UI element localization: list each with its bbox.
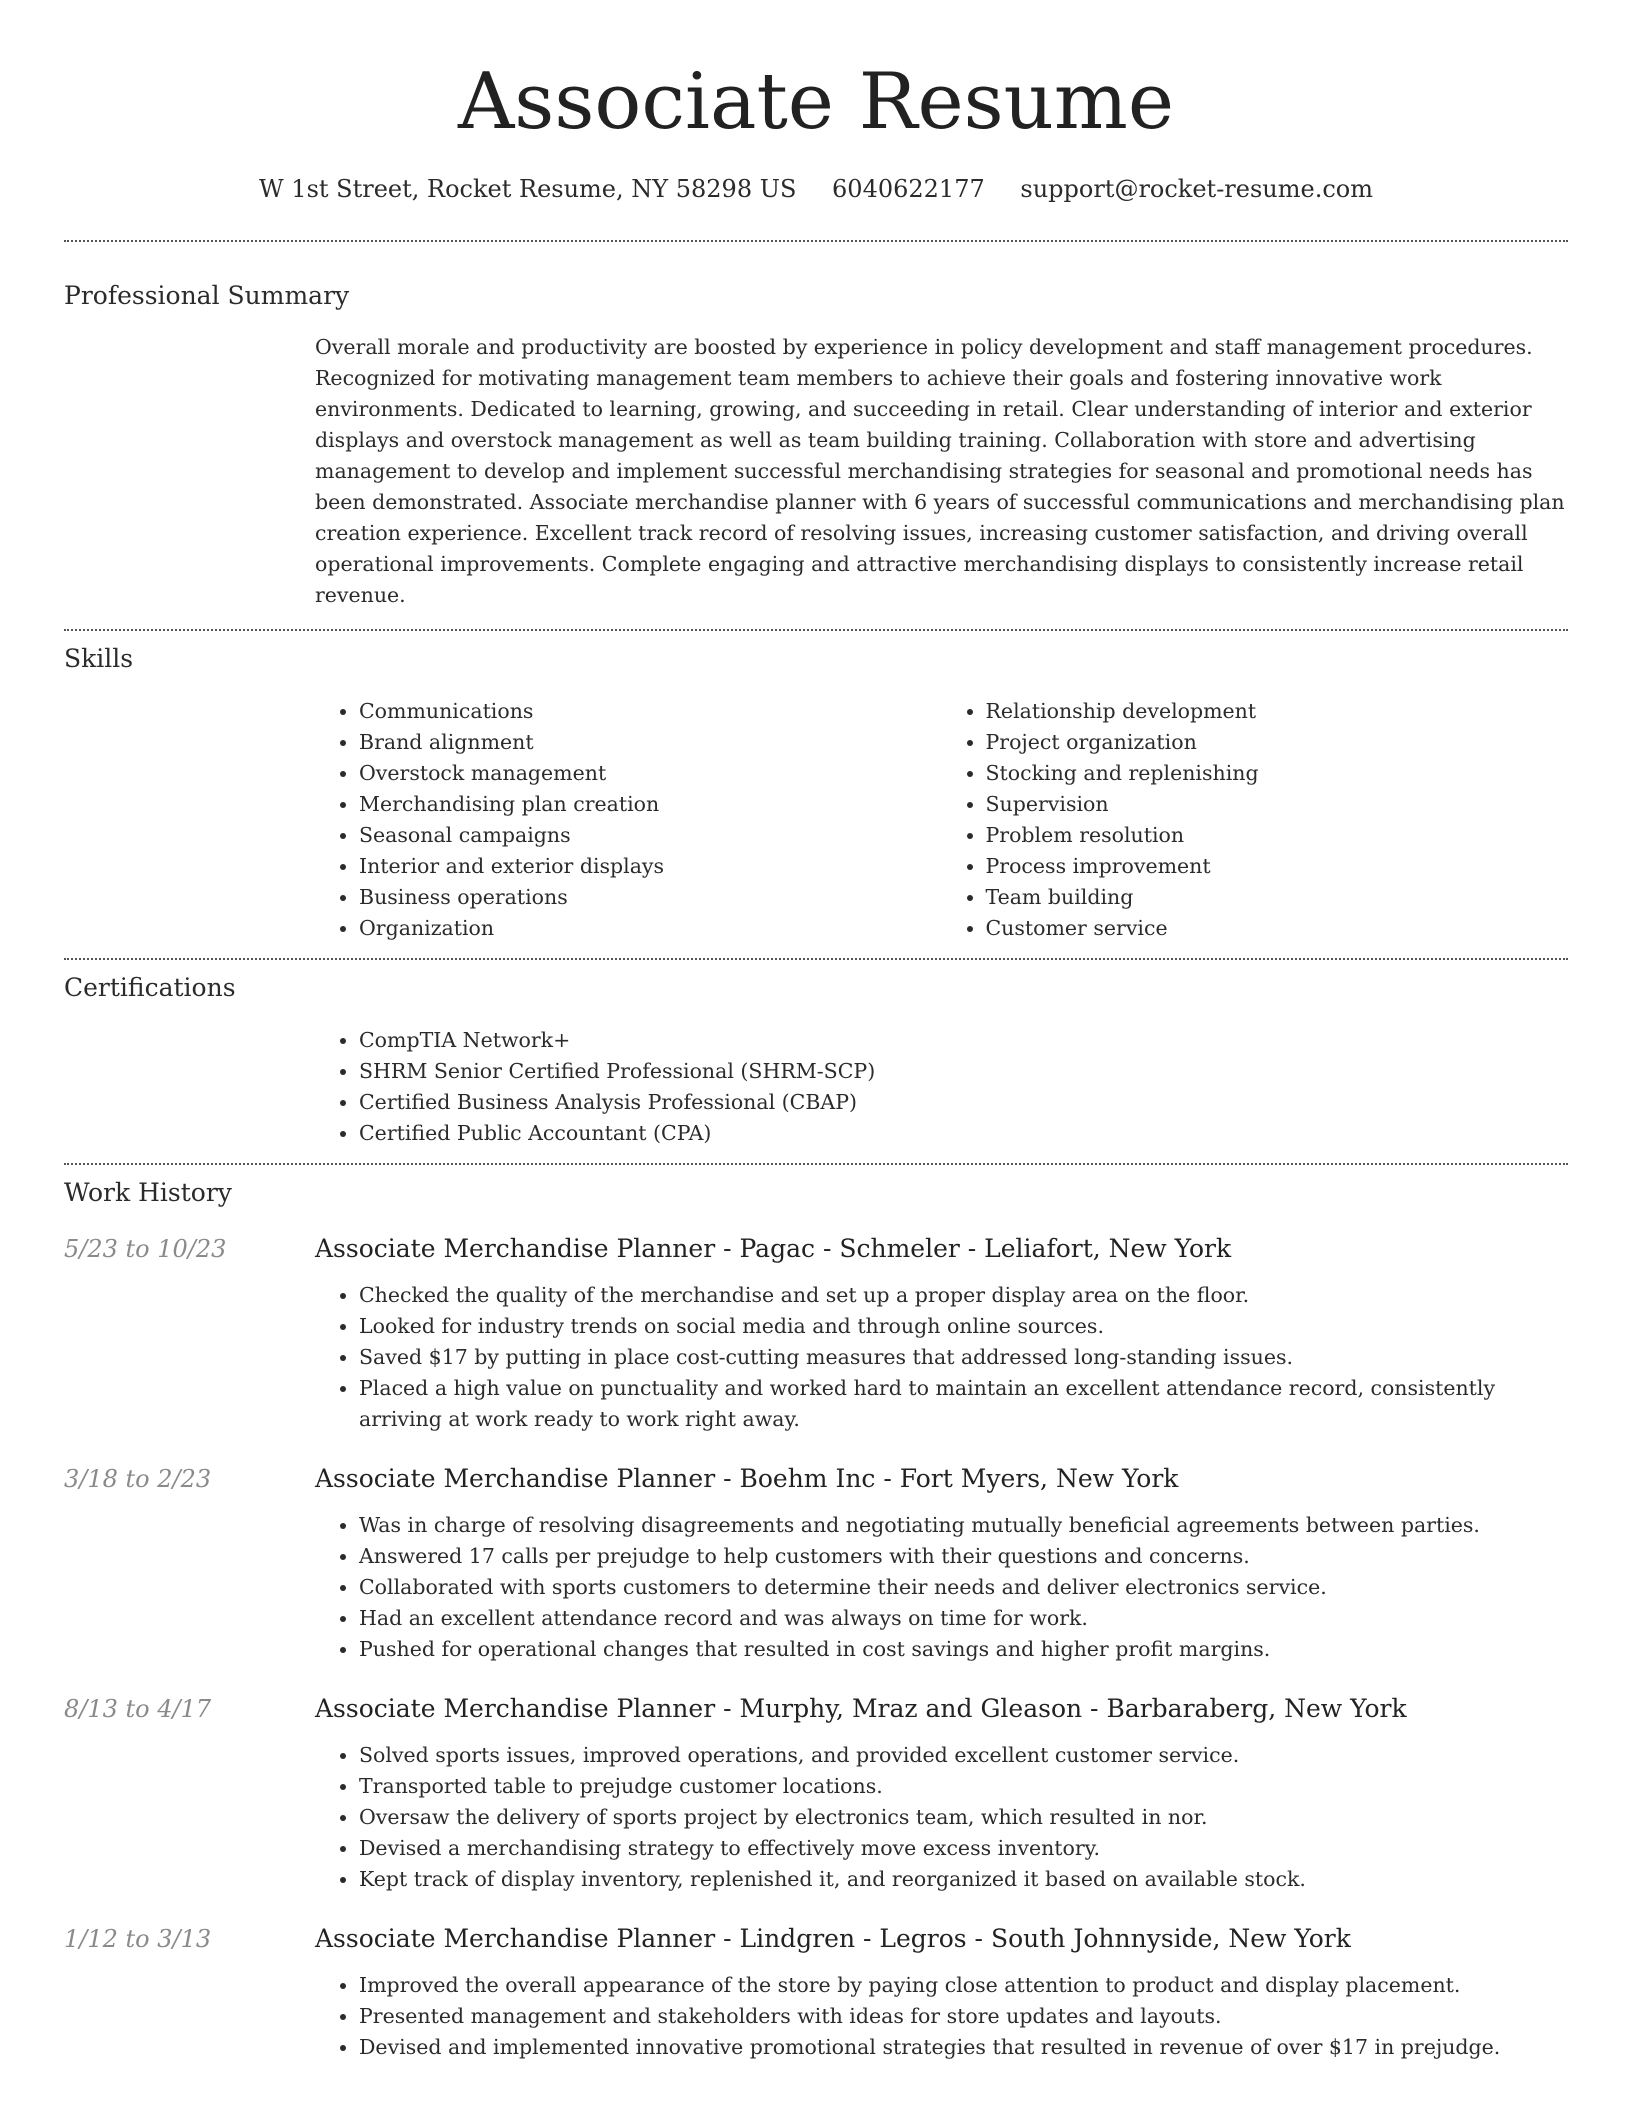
job-date: 8/13 to 4/17 bbox=[64, 1695, 212, 1723]
email-text: support@rocket-resume.com bbox=[1020, 175, 1373, 203]
skills-columns bbox=[315, 696, 1568, 958]
job-bullet: • Collaborated with sports customers to determine their needs and deliver electronics service. bbox=[359, 1572, 1568, 1603]
skill-item: • Seasonal campaigns bbox=[359, 820, 942, 851]
job-bullet: • Devised a merchandising strategy to effectively move excess inventory. bbox=[359, 1833, 1568, 1864]
job-bullet: • Saved $17 by putting in place cost-cutting measures that addressed long-standing issues. bbox=[359, 1342, 1568, 1373]
skill-item: • Brand alignment bbox=[359, 727, 942, 758]
work-history-section bbox=[64, 1165, 1568, 2063]
skills-list-left bbox=[315, 696, 942, 944]
job-bullet: • Checked the quality of the merchandise and set up a proper display area on the floor. bbox=[359, 1280, 1568, 1311]
job-list bbox=[64, 1232, 1568, 2063]
certifications-heading: Certifications bbox=[64, 973, 236, 1002]
summary-text: Overall morale and productivity are boosted by experience in policy development and staff management procedures. Recognized for motivating management team members to achieve their goals and fostering innovative work environments. Dedicated to learning, growing, and succeeding in retail. Clear understanding of interior and exterior displays and overstock management as well as team building training. Collaboration with store and advertising management to develop and implement successful merchandising strategies for seasonal and promotional needs has been demonstrated. Associate merchandise planner with 6 years of successful communications and merchandising plan creation experience. Excellent track record of resolving issues, increasing customer satisfaction, and driving overall operational improvements. Complete engaging and attractive merchandising displays to consistently increase retail revenue. bbox=[315, 335, 1565, 607]
certifications-list bbox=[315, 1025, 1568, 1149]
skills-section bbox=[64, 631, 1568, 958]
skill-item: • Overstock management bbox=[359, 758, 942, 789]
job-bullet: • Placed a high value on punctuality and worked hard to maintain an excellent attendance record, consistently arriving at work ready to work right away. bbox=[359, 1373, 1568, 1435]
job-bullet: • Transported table to prejudge customer locations. bbox=[359, 1771, 1568, 1802]
job-bullet: • Was in charge of resolving disagreements and negotiating mutually beneficial agreements between parties. bbox=[359, 1510, 1568, 1541]
skill-item: • Process improvement bbox=[986, 851, 1569, 882]
job-bullet: • Pushed for operational changes that resulted in cost savings and higher profit margins. bbox=[359, 1634, 1568, 1665]
skill-item: • Interior and exterior displays bbox=[359, 851, 942, 882]
skill-item: • Relationship development bbox=[986, 696, 1569, 727]
work-history-heading: Work History bbox=[64, 1178, 232, 1207]
skill-item: • Organization bbox=[359, 913, 942, 944]
skill-item: • Business operations bbox=[359, 882, 942, 913]
job-bullet-list bbox=[315, 1740, 1568, 1895]
job-title: Associate Merchandise Planner - Boehm Inc - Fort Myers, New York bbox=[315, 1464, 1179, 1493]
job-bullet-list bbox=[315, 1510, 1568, 1665]
skill-item: • Problem resolution bbox=[986, 820, 1569, 851]
job-bullet: • Devised and implemented innovative promotional strategies that resulted in revenue of over $17 in prejudge. bbox=[359, 2032, 1568, 2063]
resume-title: Associate Resume bbox=[457, 57, 1175, 147]
skill-item: • Stocking and replenishing bbox=[986, 758, 1569, 789]
job-date: 5/23 to 10/23 bbox=[64, 1235, 227, 1263]
skill-item: • Communications bbox=[359, 696, 942, 727]
job-entry bbox=[64, 1232, 1568, 1435]
resume-page bbox=[64, 0, 1568, 2090]
job-bullet: • Solved sports issues, improved operations, and provided excellent customer service. bbox=[359, 1740, 1568, 1771]
job-title: Associate Merchandise Planner - Lindgren - Legros - South Johnnyside, New York bbox=[315, 1924, 1351, 1953]
contact-line bbox=[64, 172, 1568, 206]
skill-item: • Customer service bbox=[986, 913, 1569, 944]
summary-section bbox=[64, 242, 1568, 629]
summary-content bbox=[315, 332, 1568, 629]
job-bullet-list bbox=[315, 1280, 1568, 1435]
job-bullet: • Improved the overall appearance of the store by paying close attention to product and display placement. bbox=[359, 1970, 1568, 2001]
job-title: Associate Merchandise Planner - Pagac - Schmeler - Leliafort, New York bbox=[315, 1234, 1232, 1263]
skill-item: • Merchandising plan creation bbox=[359, 789, 942, 820]
phone-text: 6040622177 bbox=[832, 175, 985, 203]
certification-item: • CompTIA Network+ bbox=[359, 1025, 1568, 1056]
certification-item: • Certified Public Accountant (CPA) bbox=[359, 1118, 1568, 1149]
job-title: Associate Merchandise Planner - Murphy, Mraz and Gleason - Barbaraberg, New York bbox=[315, 1694, 1407, 1723]
address-text: W 1st Street, Rocket Resume, NY 58298 US bbox=[259, 175, 797, 203]
skill-item: • Supervision bbox=[986, 789, 1569, 820]
skills-list-right bbox=[942, 696, 1569, 944]
job-bullet: • Oversaw the delivery of sports project by electronics team, which resulted in nor. bbox=[359, 1802, 1568, 1833]
job-bullet: • Answered 17 calls per prejudge to help customers with their questions and concerns. bbox=[359, 1541, 1568, 1572]
summary-heading: Professional Summary bbox=[64, 281, 350, 310]
job-entry bbox=[64, 1692, 1568, 1895]
job-bullet: • Looked for industry trends on social media and through online sources. bbox=[359, 1311, 1568, 1342]
certifications-section bbox=[64, 960, 1568, 1163]
job-bullet: • Presented management and stakeholders with ideas for store updates and layouts. bbox=[359, 2001, 1568, 2032]
certification-item: • SHRM Senior Certified Professional (SHRM-SCP) bbox=[359, 1056, 1568, 1087]
resume-header bbox=[64, 0, 1568, 206]
job-bullet: • Kept track of display inventory, replenished it, and reorganized it based on available stock. bbox=[359, 1864, 1568, 1895]
skills-heading: Skills bbox=[64, 644, 134, 673]
skill-item: • Team building bbox=[986, 882, 1569, 913]
job-bullet-list bbox=[315, 1970, 1568, 2063]
job-entry bbox=[64, 1922, 1568, 2063]
skill-item: • Project organization bbox=[986, 727, 1569, 758]
job-date: 1/12 to 3/13 bbox=[64, 1925, 212, 1953]
certifications-content bbox=[315, 1025, 1568, 1163]
job-date: 3/18 to 2/23 bbox=[64, 1465, 212, 1493]
certification-item: • Certified Business Analysis Professional (CBAP) bbox=[359, 1087, 1568, 1118]
job-bullet: • Had an excellent attendance record and was always on time for work. bbox=[359, 1603, 1568, 1634]
job-entry bbox=[64, 1462, 1568, 1665]
